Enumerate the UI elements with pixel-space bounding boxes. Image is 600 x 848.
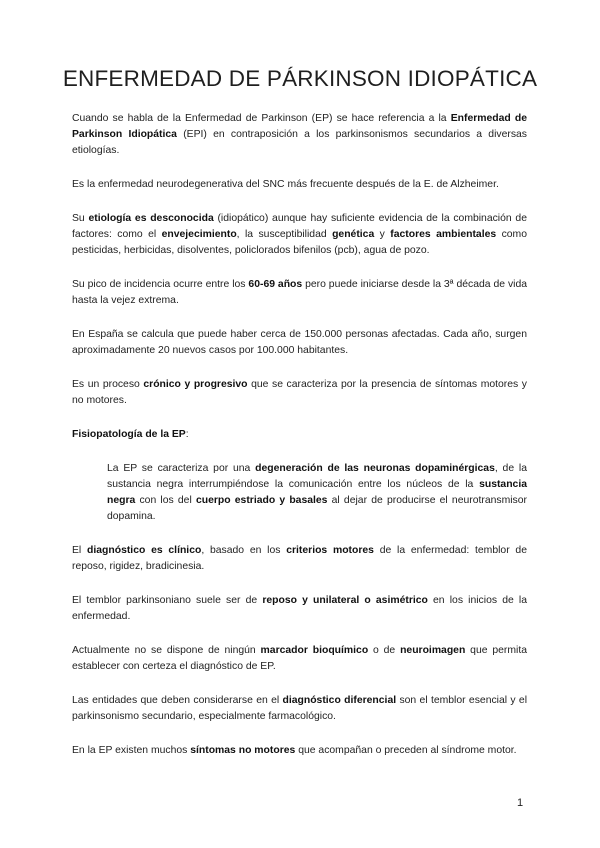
text-run: de la enfermedad: temblor de reposo, rigidez, bradicinesia. — [72, 545, 527, 572]
bold-text: crónico y progresivo — [143, 379, 248, 390]
paragraph — [72, 593, 527, 625]
text-run: Las entidades que deben considerarse en el — [72, 695, 283, 706]
text-run: en los inicios de la enfermedad. — [72, 595, 527, 622]
bold-text: cuerpo estriado y basales — [195, 495, 328, 506]
page-number: 1 — [517, 797, 524, 809]
text-run: , basado en los — [201, 545, 287, 556]
text-run: al dejar de producirse el neurotransmisor dopamina. — [107, 495, 527, 522]
paragraph — [72, 743, 527, 759]
bold-text: etiología es desconocida — [88, 213, 214, 224]
text-run: En la EP existen muchos — [72, 745, 191, 756]
paragraph — [72, 327, 527, 359]
bold-text: sustancia negra — [107, 479, 527, 506]
paragraph — [72, 693, 527, 725]
text-run: son el temblor esencial y el parkinsonismo secundario, especialmente farmacológico. — [72, 695, 528, 722]
paragraph — [72, 543, 527, 575]
text-run: (idiopático) aunque hay suficiente evidencia de la combinación de factores: como el — [72, 213, 527, 240]
paragraph — [72, 177, 527, 193]
text-run: Cuando se habla de la Enfermedad de Parkinson (EP) se hace referencia a la — [72, 113, 451, 124]
text-run: En España se calcula que puede haber cerca de 150.000 personas afectadas. Cada año, surgen aproximadamente 20 nuevos casos por 100.000 habitantes. — [72, 329, 527, 356]
text-run: Su — [72, 213, 89, 224]
text-run: La EP se caracteriza por una — [107, 463, 256, 474]
bold-text: síntomas no motores — [190, 745, 296, 756]
paragraph — [72, 427, 527, 443]
text-run: con los del — [135, 495, 196, 506]
bold-text: reposo y unilateral o asimétrico — [262, 595, 428, 606]
text-run: , la susceptibilidad — [236, 229, 333, 240]
text-run: , de la sustancia negra interrumpiéndose la comunicación entre los núcleos de la — [107, 463, 527, 490]
text-run: que acompañan o preceden al síndrome motor. — [295, 745, 517, 756]
text-run: Su pico de incidencia ocurre entre los — [72, 279, 249, 290]
paragraph — [72, 643, 527, 675]
paragraph — [72, 111, 527, 159]
text-run: pero puede iniciarse desde la 3ª década de vida hasta la vejez extrema. — [72, 279, 528, 306]
bold-text: Enfermedad de Parkinson Idiopática — [72, 113, 527, 140]
paragraph — [107, 461, 527, 525]
text-run: El temblor parkinsoniano suele ser de — [72, 595, 263, 606]
paragraph — [72, 211, 527, 259]
paragraph — [72, 377, 527, 409]
text-run: Es un proceso — [72, 379, 144, 390]
text-run: (EPI) en contraposición a los parkinsonismos secundarios a diversas etiologías. — [72, 129, 527, 156]
bold-text: genética — [332, 229, 375, 240]
bold-text: factores ambientales — [390, 229, 497, 240]
bold-text: 60-69 años — [248, 279, 303, 290]
bold-text: degeneración de las neuronas dopaminérgicas — [255, 463, 495, 474]
bold-text: envejecimiento — [161, 229, 237, 240]
bold-text: diagnóstico diferencial — [282, 695, 397, 706]
text-run: : — [185, 429, 189, 440]
bold-text: criterios motores — [286, 545, 374, 556]
text-run: que se caracteriza por la presencia de síntomas motores y no motores. — [72, 379, 527, 406]
bold-text: neuroimagen — [400, 645, 466, 656]
bold-text: marcador bioquímico — [260, 645, 369, 656]
text-run: Es la enfermedad neurodegenerativa del SNC más frecuente después de la E. de Alzheimer. — [72, 179, 499, 190]
document-body — [72, 111, 527, 777]
text-run: que permita establecer con certeza el diagnóstico de EP. — [72, 645, 527, 672]
text-run: Actualmente no se dispone de ningún — [72, 645, 261, 656]
text-run: o de — [368, 645, 401, 656]
bold-text: diagnóstico es clínico — [87, 545, 202, 556]
text-run: El — [72, 545, 88, 556]
bold-text: Fisiopatología de la EP — [72, 429, 186, 440]
text-run: como pesticidas, herbicidas, disolventes, policlorados bifenilos (pcb), agua de pozo. — [72, 229, 527, 256]
text-run: y — [374, 229, 391, 240]
paragraph — [72, 277, 527, 309]
page-title: ENFERMEDAD DE PÁRKINSON IDIOPÁTICA — [62, 66, 538, 91]
